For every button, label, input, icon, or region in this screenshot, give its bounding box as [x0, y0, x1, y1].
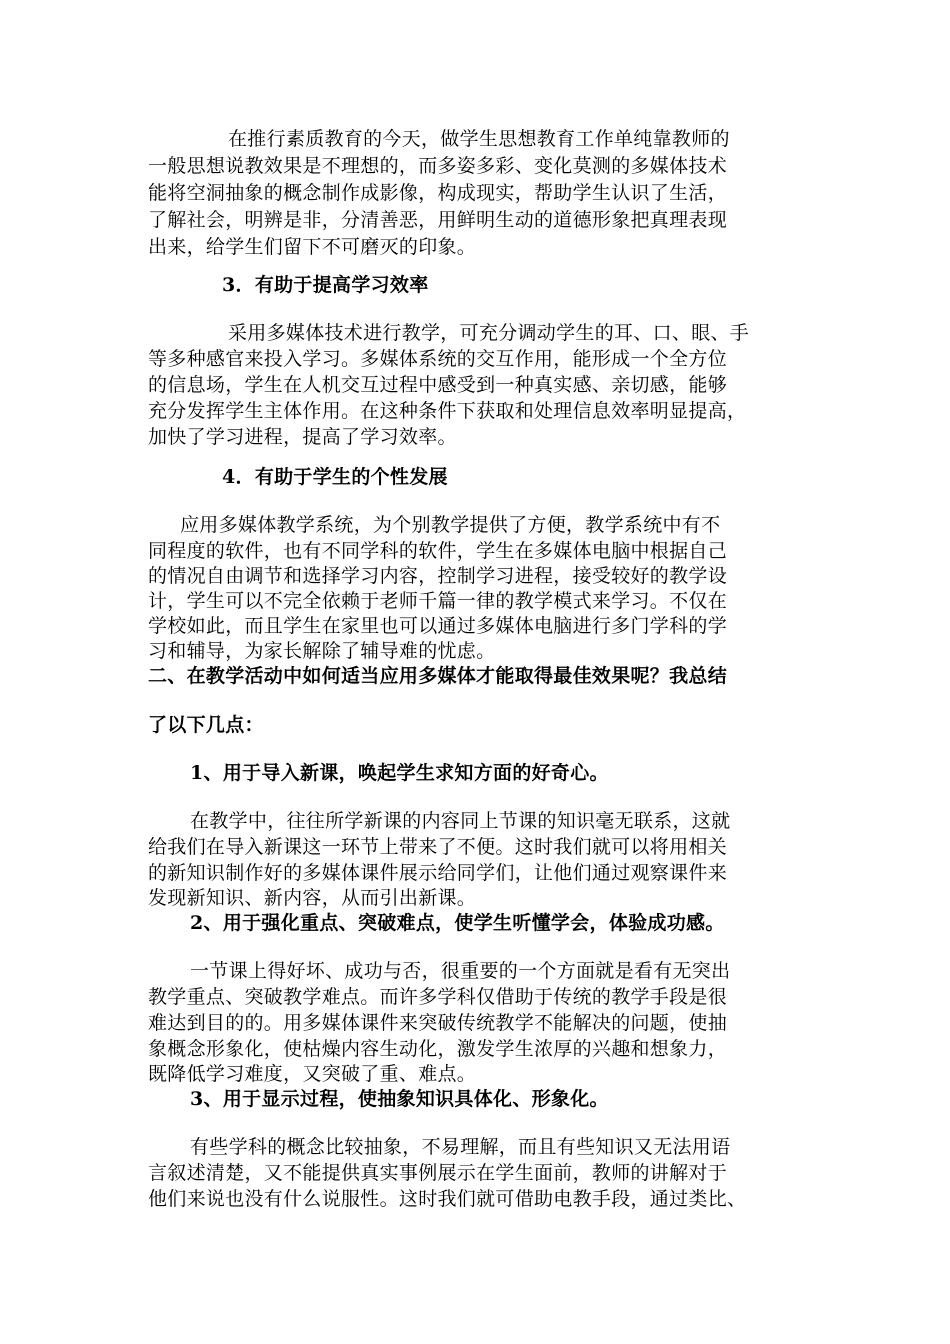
text-line: 的新知识制作好的多媒体课件展示给同学们，让他们通过观察课件来	[148, 862, 728, 884]
text-line: 一般思想说教效果是不理想的，而多姿多彩、变化莫测的多媒体技术	[148, 155, 728, 177]
text-line: 等多种感官来投入学习。多媒体系统的交互作用，能形成一个全方位	[148, 348, 728, 370]
text-line: 二、在教学活动中如何适当应用多媒体才能取得最佳效果呢？我总结	[148, 665, 728, 687]
text-line: 言叙述清楚，又不能提供真实事例展示在学生面前，教师的讲解对于	[148, 1162, 728, 1184]
text-line: 在推行素质教育的今天，做学生思想教育工作单纯靠教师的	[228, 128, 730, 150]
text-line: 采用多媒体技术进行教学，可充分调动学生的耳、口、眼、手	[228, 322, 750, 344]
text-line: 难达到目的的。用多媒体课件来突破传统教学不能解决的问题，使抽	[148, 1012, 728, 1034]
text-line: 的信息场，学生在人机交互过程中感受到一种真实感、亲切感，能够	[148, 374, 728, 396]
text-line: 应用多媒体教学系统，为个别教学提供了方便，教学系统中有不	[180, 514, 721, 536]
subheading-introduce-lesson: 1、用于导入新课，唤起学生求知方面的好奇心。	[190, 762, 609, 784]
text-line: 既降低学习难度，又突破了重、难点。	[148, 1063, 477, 1085]
text-line: 给我们在导入新课这一环节上带来了不便。这时我们就可以将用相关	[148, 836, 728, 858]
text-line: 发现新知识、新内容，从而引出新课。	[148, 887, 477, 909]
text-line: 象概念形象化，使枯燥内容生动化，激发学生浓厚的兴趣和想象力，	[148, 1038, 728, 1060]
heading-personal-development: 4．有助于学生的个性发展	[222, 466, 448, 488]
text-line: 一节课上得好坏、成功与否，很重要的一个方面就是看有无突出	[190, 960, 731, 982]
text-line: 能将空洞抽象的概念制作成影像，构成现实，帮助学生认识了生活，	[148, 182, 728, 204]
text-line: 了解社会，明辨是非，分清善恶，用鲜明生动的道德形象把真理表现	[148, 209, 728, 231]
text-line: 计，学生可以不完全依赖于老师千篇一律的教学模式来学习。不仅在	[148, 590, 728, 612]
text-line: 有些学科的概念比较抽象，不易理解，而且有些知识又无法用语	[190, 1136, 731, 1158]
subheading-show-process: 3、用于显示过程，使抽象知识具体化、形象化。	[190, 1088, 609, 1110]
text-line: 了以下几点：	[148, 714, 264, 736]
text-line: 他们来说也没有什么说服性。这时我们就可借助电教手段，通过类比、	[148, 1188, 747, 1210]
text-line: 充分发挥学生主体作用。在这种条件下获取和处理信息效率明显提高，	[148, 400, 747, 422]
text-line: 同程度的软件，也有不同学科的软件，学生在多媒体电脑中根据自己	[148, 540, 728, 562]
heading-learning-efficiency: 3．有助于提高学习效率	[222, 274, 429, 296]
text-line: 习和辅导，为家长解除了辅导难的忧虑。	[148, 640, 496, 662]
text-line: 加快了学习进程，提高了学习效率。	[148, 426, 457, 448]
text-line: 学校如此，而且学生在家里也可以通过多媒体电脑进行多门学科的学	[148, 615, 728, 637]
text-line: 的情况自由调节和选择学习内容，控制学习进程，接受较好的教学设	[148, 565, 728, 587]
text-line: 出来，给学生们留下不可磨灭的印象。	[148, 236, 477, 258]
text-line: 教学重点、突破教学难点。而许多学科仅借助于传统的教学手段是很	[148, 986, 728, 1008]
subheading-key-points: 2、用于强化重点、突破难点，使学生听懂学会，体验成功感。	[190, 912, 725, 934]
text-line: 在教学中，往往所学新课的内容同上节课的知识毫无联系，这就	[190, 810, 731, 832]
